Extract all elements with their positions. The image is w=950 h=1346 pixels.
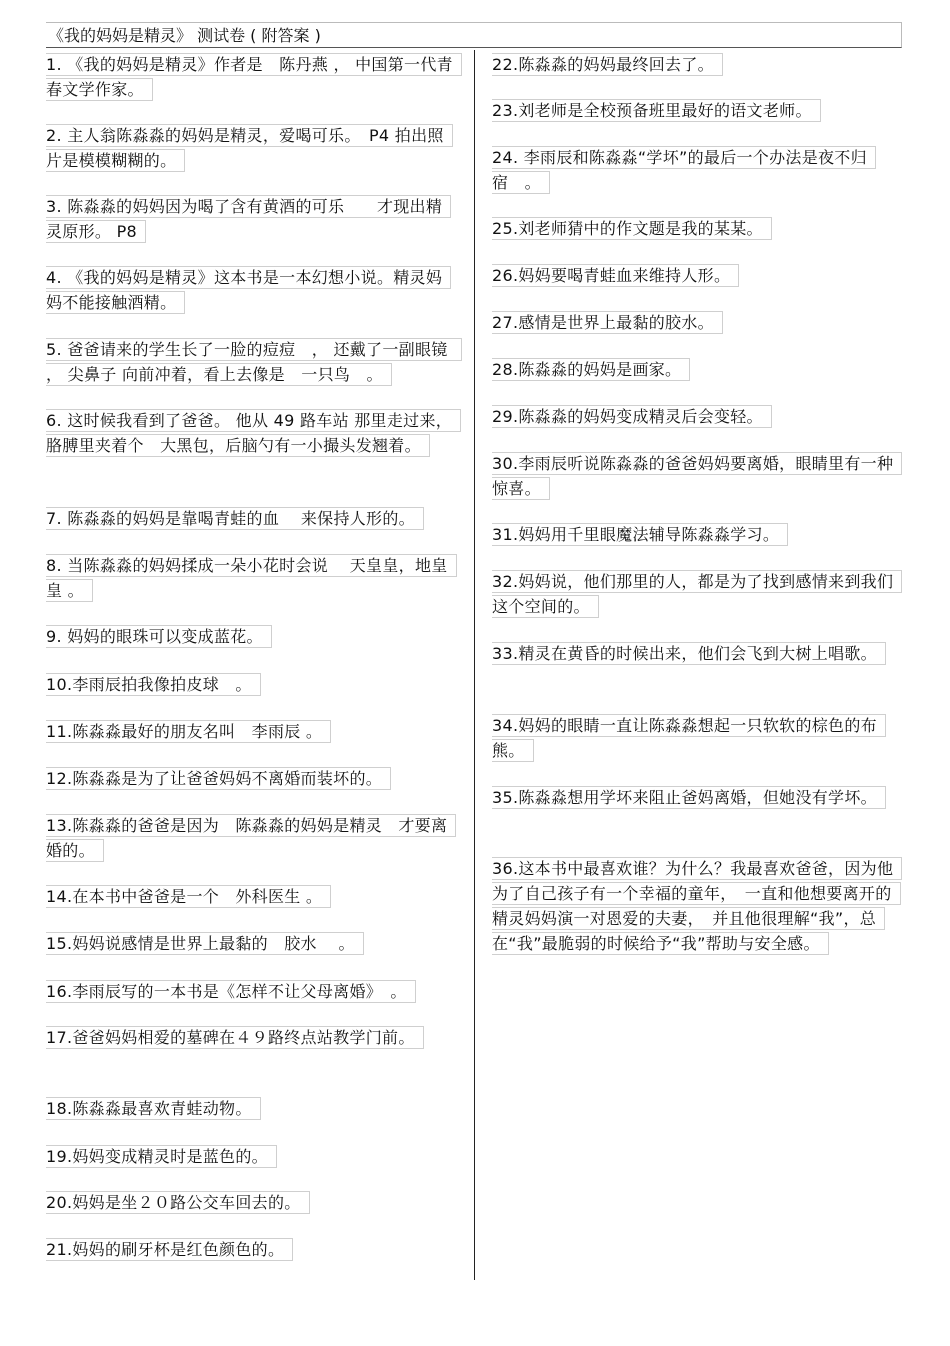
question-17: 17.爸爸妈妈相爱的墓碑在４９路终点站教学门前。 — [46, 1025, 456, 1050]
question-19: 19.妈妈变成精灵时是蓝色的。 — [46, 1144, 456, 1169]
question-12: 12.陈淼淼是为了让爸爸妈妈不离婚而装坏的。 — [46, 766, 456, 791]
question-11: 11.陈淼淼最好的朋友名叫 李雨辰 。 — [46, 719, 456, 744]
question-6: 6. 这时候我看到了爸爸。 他从 49 路车站 那里走过来，胳膊里夹着个 大黑包，后脑勺有一小撮头发翘着。 — [46, 408, 456, 458]
question-33: 33.精灵在黄昏的时候出来，他们会飞到大树上唱歌。 — [492, 641, 902, 666]
question-16: 16.李雨辰写的一本书是《怎样不让父母离婚》 。 — [46, 979, 456, 1004]
question-14: 14.在本书中爸爸是一个 外科医生 。 — [46, 884, 456, 909]
question-32: 32.妈妈说，他们那里的人，都是为了找到感情来到我们这个空间的。 — [492, 569, 902, 619]
question-23: 23.刘老师是全校预备班里最好的语文老师。 — [492, 98, 902, 123]
question-10: 10.李雨辰拍我像拍皮球 。 — [46, 672, 456, 697]
question-25: 25.刘老师猜中的作文题是我的某某。 — [492, 216, 902, 241]
question-2: 2. 主人翁陈淼淼的妈妈是精灵，爱喝可乐。 P4 拍出照片是模模糊糊的。 — [46, 123, 456, 173]
question-30: 30.李雨辰听说陈淼淼的爸爸妈妈要离婚，眼睛里有一种惊喜。 — [492, 451, 902, 501]
question-18: 18.陈淼淼最喜欢青蛙动物。 — [46, 1096, 456, 1121]
question-9: 9. 妈妈的眼珠可以变成蓝花。 — [46, 624, 456, 649]
question-4: 4. 《我的妈妈是精灵》这本书是一本幻想小说。精灵妈妈不能接触酒精。 — [46, 265, 456, 315]
question-22: 22.陈淼淼的妈妈最终回去了。 — [492, 52, 902, 77]
question-1: 1. 《我的妈妈是精灵》作者是 陈丹燕 ， 中国第一代青春文学作家。 — [46, 52, 456, 102]
question-27: 27.感情是世界上最黏的胶水。 — [492, 310, 902, 335]
question-28: 28.陈淼淼的妈妈是画家。 — [492, 357, 902, 382]
question-29: 29.陈淼淼的妈妈变成精灵后会变轻。 — [492, 404, 902, 429]
question-21: 21.妈妈的刷牙杯是红色颜色的。 — [46, 1237, 456, 1262]
column-divider — [474, 50, 475, 1280]
question-8: 8. 当陈淼淼的妈妈揉成一朵小花时会说 天皇皇，地皇皇 。 — [46, 553, 456, 603]
question-31: 31.妈妈用千里眼魔法辅导陈淼淼学习。 — [492, 522, 902, 547]
question-36: 36.这本书中最喜欢谁？为什么？我最喜欢爸爸，因为他为了自己孩子有一个幸福的童年， 一直和他想要离开的精灵妈妈演一对恩爱的夫妻， 并且他很理解“我”，总在“我”最脆弱的时候给予“我”帮助与安全感。 — [492, 856, 902, 956]
question-13: 13.陈淼淼的爸爸是因为 陈淼淼的妈妈是精灵 才要离婚的。 — [46, 813, 456, 863]
question-3: 3. 陈淼淼的妈妈因为喝了含有黄酒的可乐 才现出精灵原形。 P8 — [46, 194, 456, 244]
question-35: 35.陈淼淼想用学坏来阻止爸妈离婚，但她没有学坏。 — [492, 785, 902, 810]
question-7: 7. 陈淼淼的妈妈是靠喝青蛙的血 来保持人形的。 — [46, 506, 456, 531]
question-20: 20.妈妈是坐２０路公交车回去的。 — [46, 1190, 456, 1215]
question-5: 5. 爸爸请来的学生长了一脸的痘痘 ， 还戴了一副眼镜 ， 尖鼻子 向前冲着，看上去像是 一只鸟 。 — [46, 337, 456, 387]
question-26: 26.妈妈要喝青蛙血来维持人形。 — [492, 263, 902, 288]
page-title: 《我的妈妈是精灵》 测试卷 ( 附答案 ) — [46, 22, 902, 48]
question-15: 15.妈妈说感情是世界上最黏的 胶水 。 — [46, 931, 456, 956]
question-24: 24. 李雨辰和陈淼淼“学坏”的最后一个办法是夜不归宿 。 — [492, 145, 902, 195]
question-34: 34.妈妈的眼睛一直让陈淼淼想起一只软软的棕色的布熊。 — [492, 713, 902, 763]
